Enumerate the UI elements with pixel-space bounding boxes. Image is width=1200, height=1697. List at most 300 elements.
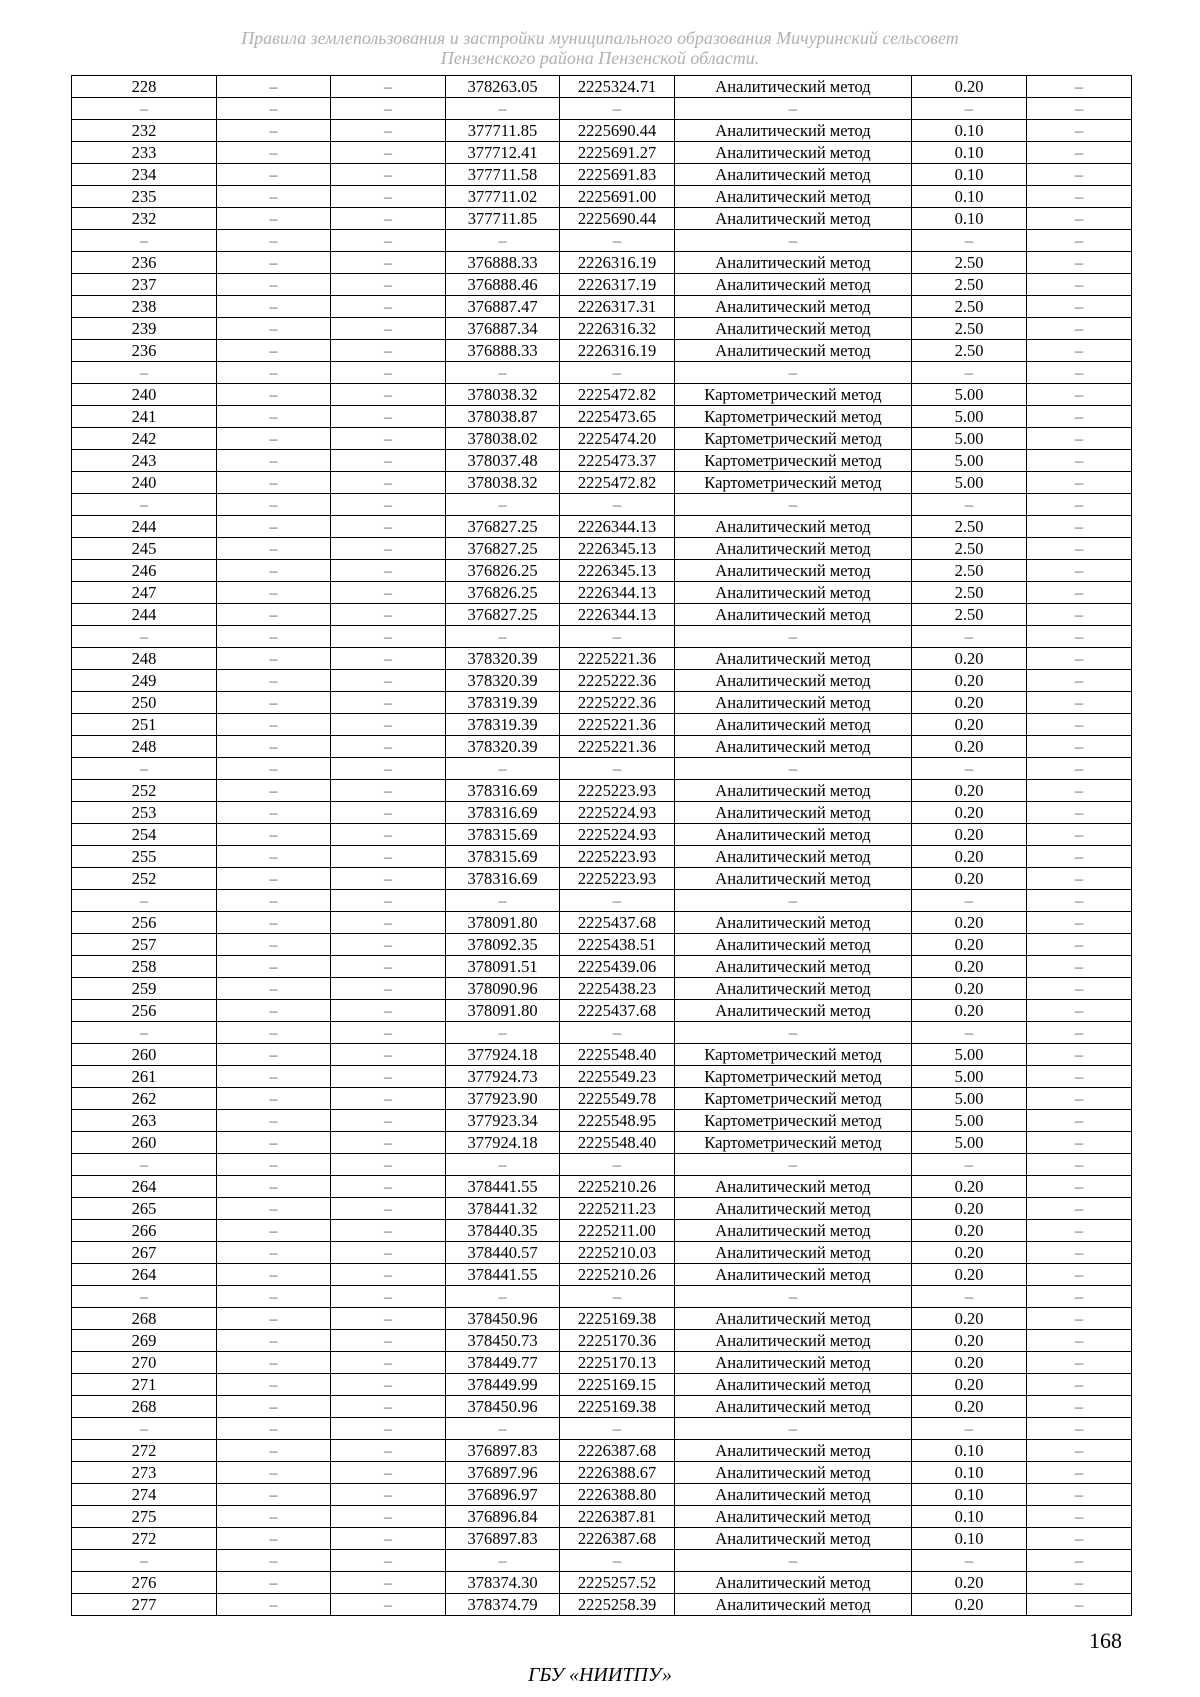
method-cell: Аналитический метод bbox=[675, 164, 912, 186]
col8-cell: – bbox=[1027, 230, 1132, 252]
col3-cell: – bbox=[331, 736, 446, 758]
table-row bbox=[72, 1594, 1132, 1616]
table-row bbox=[72, 1154, 1132, 1176]
point-number-cell: 254 bbox=[72, 824, 217, 846]
method-cell: Аналитический метод bbox=[675, 978, 912, 1000]
y-coordinate-cell: 2225169.15 bbox=[560, 1374, 675, 1396]
col2-cell: – bbox=[217, 1198, 331, 1220]
x-coordinate-cell: 377712.41 bbox=[446, 142, 560, 164]
point-number-cell: 264 bbox=[72, 1264, 217, 1286]
accuracy-cell: 0.20 bbox=[912, 1220, 1027, 1242]
x-coordinate-cell: 376896.84 bbox=[446, 1506, 560, 1528]
accuracy-cell: 0.20 bbox=[912, 1572, 1027, 1594]
y-coordinate-cell: 2225211.23 bbox=[560, 1198, 675, 1220]
table-row bbox=[72, 846, 1132, 868]
accuracy-cell: 0.20 bbox=[912, 1308, 1027, 1330]
method-cell: Аналитический метод bbox=[675, 296, 912, 318]
point-number-cell: 267 bbox=[72, 1242, 217, 1264]
col8-cell: – bbox=[1027, 604, 1132, 626]
col8-cell: – bbox=[1027, 472, 1132, 494]
point-number-cell: 240 bbox=[72, 384, 217, 406]
x-coordinate-cell: 377711.85 bbox=[446, 208, 560, 230]
col8-cell: – bbox=[1027, 1396, 1132, 1418]
y-coordinate-cell: 2225548.95 bbox=[560, 1110, 675, 1132]
col8-cell: – bbox=[1027, 1418, 1132, 1440]
accuracy-cell: – bbox=[912, 758, 1027, 780]
col8-cell: – bbox=[1027, 516, 1132, 538]
table-row bbox=[72, 1198, 1132, 1220]
col3-cell: – bbox=[331, 1528, 446, 1550]
y-coordinate-cell: – bbox=[560, 1022, 675, 1044]
x-coordinate-cell: 377711.85 bbox=[446, 120, 560, 142]
x-coordinate-cell: 378315.69 bbox=[446, 824, 560, 846]
point-number-cell: 232 bbox=[72, 208, 217, 230]
table-row bbox=[72, 780, 1132, 802]
x-coordinate-cell: – bbox=[446, 890, 560, 912]
method-cell: Картометрический метод bbox=[675, 1044, 912, 1066]
accuracy-cell: 5.00 bbox=[912, 472, 1027, 494]
accuracy-cell: 0.10 bbox=[912, 120, 1027, 142]
col3-cell: – bbox=[331, 1286, 446, 1308]
col8-cell: – bbox=[1027, 1352, 1132, 1374]
method-cell: Аналитический метод bbox=[675, 692, 912, 714]
col3-cell: – bbox=[331, 1022, 446, 1044]
col3-cell: – bbox=[331, 1418, 446, 1440]
point-number-cell: 272 bbox=[72, 1440, 217, 1462]
accuracy-cell: 2.50 bbox=[912, 274, 1027, 296]
accuracy-cell: 0.20 bbox=[912, 868, 1027, 890]
col2-cell: – bbox=[217, 142, 331, 164]
x-coordinate-cell: 376887.47 bbox=[446, 296, 560, 318]
col2-cell: – bbox=[217, 296, 331, 318]
point-number-cell: 237 bbox=[72, 274, 217, 296]
method-cell: Аналитический метод bbox=[675, 824, 912, 846]
table-row bbox=[72, 208, 1132, 230]
col2-cell: – bbox=[217, 1308, 331, 1330]
x-coordinate-cell: 376827.25 bbox=[446, 538, 560, 560]
method-cell: Картометрический метод bbox=[675, 472, 912, 494]
col8-cell: – bbox=[1027, 1440, 1132, 1462]
col8-cell: – bbox=[1027, 450, 1132, 472]
col2-cell: – bbox=[217, 692, 331, 714]
x-coordinate-cell: – bbox=[446, 626, 560, 648]
col3-cell: – bbox=[331, 1594, 446, 1616]
col8-cell: – bbox=[1027, 538, 1132, 560]
point-number-cell: 268 bbox=[72, 1308, 217, 1330]
accuracy-cell: 5.00 bbox=[912, 1132, 1027, 1154]
y-coordinate-cell: 2225324.71 bbox=[560, 76, 675, 98]
x-coordinate-cell: 378091.51 bbox=[446, 956, 560, 978]
y-coordinate-cell: 2225224.93 bbox=[560, 802, 675, 824]
x-coordinate-cell: 376888.46 bbox=[446, 274, 560, 296]
col8-cell: – bbox=[1027, 494, 1132, 516]
col8-cell: – bbox=[1027, 120, 1132, 142]
point-number-cell: – bbox=[72, 1550, 217, 1572]
point-number-cell: – bbox=[72, 494, 217, 516]
col2-cell: – bbox=[217, 1484, 331, 1506]
col2-cell: – bbox=[217, 1022, 331, 1044]
y-coordinate-cell: 2225473.37 bbox=[560, 450, 675, 472]
col8-cell: – bbox=[1027, 142, 1132, 164]
y-coordinate-cell: 2225210.26 bbox=[560, 1176, 675, 1198]
method-cell: Картометрический метод bbox=[675, 428, 912, 450]
y-coordinate-cell: 2225169.38 bbox=[560, 1396, 675, 1418]
col3-cell: – bbox=[331, 912, 446, 934]
col8-cell: – bbox=[1027, 1220, 1132, 1242]
accuracy-cell: 0.10 bbox=[912, 1528, 1027, 1550]
col2-cell: – bbox=[217, 1330, 331, 1352]
x-coordinate-cell: 378441.55 bbox=[446, 1176, 560, 1198]
table-row bbox=[72, 1110, 1132, 1132]
col2-cell: – bbox=[217, 1066, 331, 1088]
accuracy-cell: 0.20 bbox=[912, 1352, 1027, 1374]
col3-cell: – bbox=[331, 692, 446, 714]
col2-cell: – bbox=[217, 1528, 331, 1550]
col2-cell: – bbox=[217, 406, 331, 428]
col2-cell: – bbox=[217, 1110, 331, 1132]
accuracy-cell: 0.20 bbox=[912, 692, 1027, 714]
col2-cell: – bbox=[217, 1572, 331, 1594]
method-cell: – bbox=[675, 1154, 912, 1176]
col2-cell: – bbox=[217, 560, 331, 582]
col8-cell: – bbox=[1027, 208, 1132, 230]
col8-cell: – bbox=[1027, 1550, 1132, 1572]
footer-organization: ГБУ «НИИТПУ» bbox=[528, 1664, 672, 1686]
col2-cell: – bbox=[217, 1462, 331, 1484]
accuracy-cell: 0.10 bbox=[912, 208, 1027, 230]
point-number-cell: 262 bbox=[72, 1088, 217, 1110]
accuracy-cell: 0.20 bbox=[912, 736, 1027, 758]
accuracy-cell: 0.20 bbox=[912, 802, 1027, 824]
point-number-cell: 253 bbox=[72, 802, 217, 824]
point-number-cell: 236 bbox=[72, 252, 217, 274]
col3-cell: – bbox=[331, 978, 446, 1000]
x-coordinate-cell: – bbox=[446, 758, 560, 780]
accuracy-cell: – bbox=[912, 1418, 1027, 1440]
method-cell: Аналитический метод bbox=[675, 318, 912, 340]
header-line-2: Пензенского района Пензенской области. bbox=[440, 48, 760, 68]
table-row bbox=[72, 186, 1132, 208]
table-row bbox=[72, 626, 1132, 648]
accuracy-cell: 0.20 bbox=[912, 648, 1027, 670]
point-number-cell: 269 bbox=[72, 1330, 217, 1352]
col3-cell: – bbox=[331, 1352, 446, 1374]
table-row bbox=[72, 164, 1132, 186]
y-coordinate-cell: 2225211.00 bbox=[560, 1220, 675, 1242]
col2-cell: – bbox=[217, 1154, 331, 1176]
col2-cell: – bbox=[217, 1088, 331, 1110]
table-row bbox=[72, 1022, 1132, 1044]
x-coordinate-cell: 378038.87 bbox=[446, 406, 560, 428]
col3-cell: – bbox=[331, 186, 446, 208]
method-cell: – bbox=[675, 98, 912, 120]
x-coordinate-cell: 378037.48 bbox=[446, 450, 560, 472]
accuracy-cell: 2.50 bbox=[912, 340, 1027, 362]
col3-cell: – bbox=[331, 1484, 446, 1506]
x-coordinate-cell: 378091.80 bbox=[446, 912, 560, 934]
point-number-cell: 248 bbox=[72, 736, 217, 758]
accuracy-cell: 0.20 bbox=[912, 978, 1027, 1000]
point-number-cell: 228 bbox=[72, 76, 217, 98]
col2-cell: – bbox=[217, 824, 331, 846]
y-coordinate-cell: 2226345.13 bbox=[560, 538, 675, 560]
accuracy-cell: 5.00 bbox=[912, 1110, 1027, 1132]
table-row bbox=[72, 670, 1132, 692]
method-cell: Аналитический метод bbox=[675, 1396, 912, 1418]
col3-cell: – bbox=[331, 516, 446, 538]
table-row bbox=[72, 318, 1132, 340]
y-coordinate-cell: – bbox=[560, 1550, 675, 1572]
point-number-cell: 247 bbox=[72, 582, 217, 604]
col2-cell: – bbox=[217, 582, 331, 604]
col2-cell: – bbox=[217, 604, 331, 626]
col3-cell: – bbox=[331, 538, 446, 560]
y-coordinate-cell: 2226387.81 bbox=[560, 1506, 675, 1528]
point-number-cell: 274 bbox=[72, 1484, 217, 1506]
col8-cell: – bbox=[1027, 560, 1132, 582]
accuracy-cell: 0.20 bbox=[912, 1594, 1027, 1616]
col8-cell: – bbox=[1027, 956, 1132, 978]
col8-cell: – bbox=[1027, 1132, 1132, 1154]
col2-cell: – bbox=[217, 230, 331, 252]
accuracy-cell: 0.20 bbox=[912, 670, 1027, 692]
method-cell: Аналитический метод bbox=[675, 538, 912, 560]
x-coordinate-cell: 378450.73 bbox=[446, 1330, 560, 1352]
accuracy-cell: 0.20 bbox=[912, 780, 1027, 802]
method-cell: Аналитический метод bbox=[675, 1462, 912, 1484]
col8-cell: – bbox=[1027, 1286, 1132, 1308]
x-coordinate-cell: – bbox=[446, 98, 560, 120]
col8-cell: – bbox=[1027, 252, 1132, 274]
accuracy-cell: – bbox=[912, 1550, 1027, 1572]
x-coordinate-cell: – bbox=[446, 1550, 560, 1572]
point-number-cell: – bbox=[72, 758, 217, 780]
col3-cell: – bbox=[331, 1330, 446, 1352]
point-number-cell: 265 bbox=[72, 1198, 217, 1220]
table-row bbox=[72, 692, 1132, 714]
col8-cell: – bbox=[1027, 1572, 1132, 1594]
x-coordinate-cell: 378316.69 bbox=[446, 780, 560, 802]
col2-cell: – bbox=[217, 538, 331, 560]
point-number-cell: 236 bbox=[72, 340, 217, 362]
x-coordinate-cell: 376827.25 bbox=[446, 604, 560, 626]
point-number-cell: – bbox=[72, 1418, 217, 1440]
col2-cell: – bbox=[217, 736, 331, 758]
col2-cell: – bbox=[217, 846, 331, 868]
x-coordinate-cell: 377923.34 bbox=[446, 1110, 560, 1132]
point-number-cell: – bbox=[72, 1286, 217, 1308]
table-row bbox=[72, 1220, 1132, 1242]
col8-cell: – bbox=[1027, 1022, 1132, 1044]
method-cell: Аналитический метод bbox=[675, 340, 912, 362]
col3-cell: – bbox=[331, 164, 446, 186]
accuracy-cell: 5.00 bbox=[912, 450, 1027, 472]
point-number-cell: 250 bbox=[72, 692, 217, 714]
point-number-cell: 260 bbox=[72, 1044, 217, 1066]
y-coordinate-cell: 2225222.36 bbox=[560, 692, 675, 714]
y-coordinate-cell: 2225691.00 bbox=[560, 186, 675, 208]
x-coordinate-cell: 376826.25 bbox=[446, 560, 560, 582]
col8-cell: – bbox=[1027, 1264, 1132, 1286]
y-coordinate-cell: 2226344.13 bbox=[560, 516, 675, 538]
accuracy-cell: 0.20 bbox=[912, 1330, 1027, 1352]
accuracy-cell: 0.20 bbox=[912, 824, 1027, 846]
col2-cell: – bbox=[217, 274, 331, 296]
accuracy-cell: – bbox=[912, 1154, 1027, 1176]
accuracy-cell: 2.50 bbox=[912, 318, 1027, 340]
col8-cell: – bbox=[1027, 1506, 1132, 1528]
table-row bbox=[72, 1352, 1132, 1374]
accuracy-cell: 2.50 bbox=[912, 604, 1027, 626]
y-coordinate-cell: 2226388.80 bbox=[560, 1484, 675, 1506]
point-number-cell: 232 bbox=[72, 120, 217, 142]
table-row bbox=[72, 450, 1132, 472]
table-row bbox=[72, 1528, 1132, 1550]
table-row bbox=[72, 934, 1132, 956]
x-coordinate-cell: – bbox=[446, 230, 560, 252]
x-coordinate-cell: 378038.32 bbox=[446, 384, 560, 406]
method-cell: Аналитический метод bbox=[675, 1242, 912, 1264]
point-number-cell: 261 bbox=[72, 1066, 217, 1088]
x-coordinate-cell: 378320.39 bbox=[446, 648, 560, 670]
point-number-cell: – bbox=[72, 890, 217, 912]
col8-cell: – bbox=[1027, 1000, 1132, 1022]
y-coordinate-cell: 2225224.93 bbox=[560, 824, 675, 846]
point-number-cell: – bbox=[72, 230, 217, 252]
x-coordinate-cell: 378263.05 bbox=[446, 76, 560, 98]
col8-cell: – bbox=[1027, 1110, 1132, 1132]
method-cell: – bbox=[675, 362, 912, 384]
method-cell: Аналитический метод bbox=[675, 670, 912, 692]
col8-cell: – bbox=[1027, 868, 1132, 890]
x-coordinate-cell: 376897.83 bbox=[446, 1440, 560, 1462]
col2-cell: – bbox=[217, 648, 331, 670]
accuracy-cell: 0.20 bbox=[912, 1176, 1027, 1198]
table-row bbox=[72, 1132, 1132, 1154]
col2-cell: – bbox=[217, 780, 331, 802]
point-number-cell: 240 bbox=[72, 472, 217, 494]
table-row bbox=[72, 1066, 1132, 1088]
col2-cell: – bbox=[217, 912, 331, 934]
col2-cell: – bbox=[217, 1396, 331, 1418]
col2-cell: – bbox=[217, 98, 331, 120]
y-coordinate-cell: 2226345.13 bbox=[560, 560, 675, 582]
col3-cell: – bbox=[331, 1220, 446, 1242]
x-coordinate-cell: 378450.96 bbox=[446, 1396, 560, 1418]
col3-cell: – bbox=[331, 1572, 446, 1594]
x-coordinate-cell: 378449.77 bbox=[446, 1352, 560, 1374]
x-coordinate-cell: 376897.96 bbox=[446, 1462, 560, 1484]
col8-cell: – bbox=[1027, 714, 1132, 736]
y-coordinate-cell: – bbox=[560, 494, 675, 516]
col2-cell: – bbox=[217, 670, 331, 692]
x-coordinate-cell: 378374.30 bbox=[446, 1572, 560, 1594]
method-cell: Аналитический метод bbox=[675, 1330, 912, 1352]
col3-cell: – bbox=[331, 1132, 446, 1154]
col3-cell: – bbox=[331, 406, 446, 428]
table-row bbox=[72, 274, 1132, 296]
col8-cell: – bbox=[1027, 1594, 1132, 1616]
method-cell: Аналитический метод bbox=[675, 846, 912, 868]
y-coordinate-cell: 2225438.23 bbox=[560, 978, 675, 1000]
col2-cell: – bbox=[217, 76, 331, 98]
accuracy-cell: – bbox=[912, 98, 1027, 120]
point-number-cell: – bbox=[72, 1022, 217, 1044]
accuracy-cell: 0.10 bbox=[912, 1462, 1027, 1484]
col2-cell: – bbox=[217, 1176, 331, 1198]
table-row bbox=[72, 538, 1132, 560]
x-coordinate-cell: – bbox=[446, 494, 560, 516]
table-row bbox=[72, 252, 1132, 274]
method-cell: Аналитический метод bbox=[675, 1220, 912, 1242]
col3-cell: – bbox=[331, 1176, 446, 1198]
col3-cell: – bbox=[331, 1308, 446, 1330]
col3-cell: – bbox=[331, 824, 446, 846]
x-coordinate-cell: 378441.55 bbox=[446, 1264, 560, 1286]
col2-cell: – bbox=[217, 120, 331, 142]
method-cell: – bbox=[675, 230, 912, 252]
table-row bbox=[72, 1484, 1132, 1506]
y-coordinate-cell: – bbox=[560, 362, 675, 384]
y-coordinate-cell: 2225549.23 bbox=[560, 1066, 675, 1088]
col2-cell: – bbox=[217, 1440, 331, 1462]
accuracy-cell: 5.00 bbox=[912, 1044, 1027, 1066]
running-header bbox=[0, 28, 1200, 68]
y-coordinate-cell: – bbox=[560, 230, 675, 252]
method-cell: – bbox=[675, 890, 912, 912]
accuracy-cell: 0.20 bbox=[912, 912, 1027, 934]
method-cell: Аналитический метод bbox=[675, 1594, 912, 1616]
col8-cell: – bbox=[1027, 1088, 1132, 1110]
point-number-cell: 234 bbox=[72, 164, 217, 186]
method-cell: Аналитический метод bbox=[675, 956, 912, 978]
col3-cell: – bbox=[331, 296, 446, 318]
col2-cell: – bbox=[217, 1264, 331, 1286]
method-cell: – bbox=[675, 1022, 912, 1044]
y-coordinate-cell: 2226316.19 bbox=[560, 340, 675, 362]
col8-cell: – bbox=[1027, 1462, 1132, 1484]
col2-cell: – bbox=[217, 890, 331, 912]
method-cell: Аналитический метод bbox=[675, 648, 912, 670]
col3-cell: – bbox=[331, 868, 446, 890]
col2-cell: – bbox=[217, 450, 331, 472]
page-number: 168 bbox=[1089, 1628, 1122, 1653]
point-number-cell: 255 bbox=[72, 846, 217, 868]
accuracy-cell: 0.10 bbox=[912, 186, 1027, 208]
y-coordinate-cell: 2225223.93 bbox=[560, 780, 675, 802]
table-row bbox=[72, 384, 1132, 406]
y-coordinate-cell: 2225210.03 bbox=[560, 1242, 675, 1264]
table-row bbox=[72, 714, 1132, 736]
method-cell: Аналитический метод bbox=[675, 1308, 912, 1330]
col3-cell: – bbox=[331, 1066, 446, 1088]
y-coordinate-cell: 2225170.13 bbox=[560, 1352, 675, 1374]
y-coordinate-cell: 2225472.82 bbox=[560, 384, 675, 406]
table-row bbox=[72, 76, 1132, 98]
table-row bbox=[72, 758, 1132, 780]
accuracy-cell: 0.10 bbox=[912, 142, 1027, 164]
col3-cell: – bbox=[331, 450, 446, 472]
method-cell: Аналитический метод bbox=[675, 1528, 912, 1550]
col2-cell: – bbox=[217, 252, 331, 274]
accuracy-cell: – bbox=[912, 1286, 1027, 1308]
y-coordinate-cell: 2225690.44 bbox=[560, 208, 675, 230]
col8-cell: – bbox=[1027, 384, 1132, 406]
y-coordinate-cell: 2225221.36 bbox=[560, 736, 675, 758]
accuracy-cell: 2.50 bbox=[912, 516, 1027, 538]
accuracy-cell: 2.50 bbox=[912, 560, 1027, 582]
method-cell: Аналитический метод bbox=[675, 1506, 912, 1528]
